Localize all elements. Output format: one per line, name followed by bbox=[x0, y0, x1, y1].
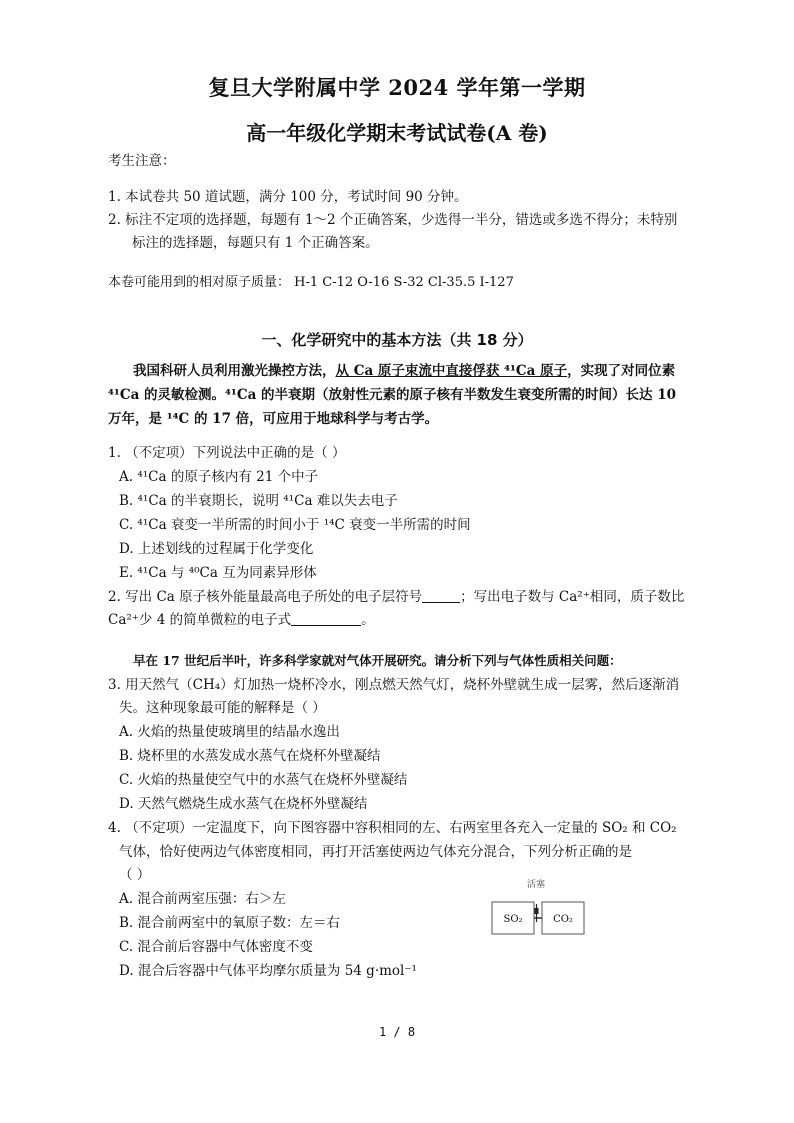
notice-item-2-line-2: 标注的选择题，每题只有 1 个正确答案。 bbox=[132, 235, 379, 251]
intro-paragraph-line-1: 我国科研人员利用激光操控方法，从 Ca 原子束流中直接俘获 ⁴¹Ca 原子，实现了对同位素 bbox=[133, 363, 676, 379]
question-1-stem: 1. （不定项）下列说法中正确的是（ ） bbox=[108, 445, 346, 461]
exam-subtitle: 高一年级化学期末考试试卷(A 卷) bbox=[246, 121, 548, 145]
question-1-option-d: D. 上述划线的过程属于化学变化 bbox=[119, 541, 314, 557]
question-3-line-1: 3. 用天然气（CH₄）灯加热一烧杯冷水，刚点燃天然气灯，烧杯外壁就生成一层雾，然后逐渐消 bbox=[108, 677, 680, 693]
question-1-option-c: C. ⁴¹Ca 衰变一半所需的时间小于 ¹⁴C 衰变一半所需的时间 bbox=[119, 517, 471, 533]
intro-paragraph-line-3: 万年，是 ¹⁴C 的 17 倍，可应用于地球科学与考古学。 bbox=[108, 411, 439, 427]
container-diagram bbox=[490, 878, 590, 940]
left-gas-label: SO₂ bbox=[503, 914, 523, 925]
atomic-masses: 本卷可能用到的相对原子质量： H-1 C-12 O-16 S-32 Cl-35.5 I-127 bbox=[108, 275, 514, 290]
intro-paragraph-line-2: ⁴¹Ca 的灵敏检测。⁴¹Ca 的半衰期（放射性元素的原子核有半数发生衰变所需的时间）长达 10 bbox=[108, 387, 677, 403]
answer-blank bbox=[291, 611, 361, 626]
notice-item-2-line-1: 2. 标注不定项的选择题，每题有 1～2 个正确答案，少选得一半分，错选或多选不得分；未特别 bbox=[108, 212, 678, 228]
question-1-option-b: B. ⁴¹Ca 的半衰期长，说明 ⁴¹Ca 难以失去电子 bbox=[119, 493, 398, 509]
question-4-line-1: 4. （不定项）一定温度下，向下图容器中容积相同的左、右两室里各充入一定量的 SO₂ 和 CO₂ bbox=[108, 820, 677, 836]
question-2-line-2: Ca²⁺少 4 的简单微粒的电子式 。 bbox=[108, 612, 375, 628]
question-3-line-2: 失。这种现象最可能的解释是（ ） bbox=[119, 700, 326, 716]
question-4-line-3: （ ） bbox=[119, 867, 151, 883]
question-3-option-d: D. 天然气燃烧生成水蒸气在烧杯外壁凝结 bbox=[119, 796, 368, 812]
question-4-line-2: 气体，恰好使两边气体密度相同，再打开活塞使两边气体充分混合，下列分析正确的是 bbox=[119, 844, 632, 860]
question-3-option-a: A. 火焰的热量使玻璃里的结晶水逸出 bbox=[119, 724, 340, 740]
question-3-option-c: C. 火焰的热量使空气中的水蒸气在烧杯外壁凝结 bbox=[119, 772, 408, 788]
question-4-option-b: B. 混合前两室中的氧原子数：左＝右 bbox=[119, 915, 341, 931]
question-3-option-b: B. 烧杯里的水蒸发成水蒸气在烧杯外壁凝结 bbox=[119, 748, 381, 764]
right-gas-label: CO₂ bbox=[553, 914, 573, 925]
valve-label: 活塞 bbox=[526, 880, 546, 890]
question-4-option-d: D. 混合后容器中气体平均摩尔质量为 54 g·mol⁻¹ bbox=[119, 963, 417, 979]
section-heading: 一、化学研究中的基本方法（共 18 分） bbox=[261, 331, 533, 349]
question-2-line-1: 2. 写出 Ca 原子核外能量最高电子所处的电子层符号 ；写出电子数与 Ca²⁺相同，质子数比 bbox=[108, 589, 685, 605]
answer-blank bbox=[422, 588, 460, 603]
notice-item-1: 1. 本试卷共 50 道试题，满分 100 分，考试时间 90 分钟。 bbox=[108, 189, 468, 205]
notice-label: 考生注意： bbox=[108, 153, 176, 169]
exam-title: 复旦大学附属中学 2024 学年第一学期 bbox=[208, 75, 586, 100]
question-4-option-c: C. 混合前后容器中气体密度不变 bbox=[119, 939, 313, 955]
question-4-option-a: A. 混合前两室压强：右＞左 bbox=[119, 891, 286, 907]
question-1-option-a: A. ⁴¹Ca 的原子核内有 21 个中子 bbox=[119, 469, 319, 485]
question-1-option-e: E. ⁴¹Ca 与 ⁴⁰Ca 互为同素异形体 bbox=[119, 565, 317, 581]
gas-intro: 早在 17 世纪后半叶，许多科学家就对气体开展研究。请分析下列与气体性质相关问题： bbox=[133, 653, 622, 668]
page-number: 1 / 8 bbox=[378, 1025, 416, 1039]
underlined-process: 从 Ca 原子束流中直接俘获 ⁴¹Ca 原子 bbox=[335, 363, 568, 379]
